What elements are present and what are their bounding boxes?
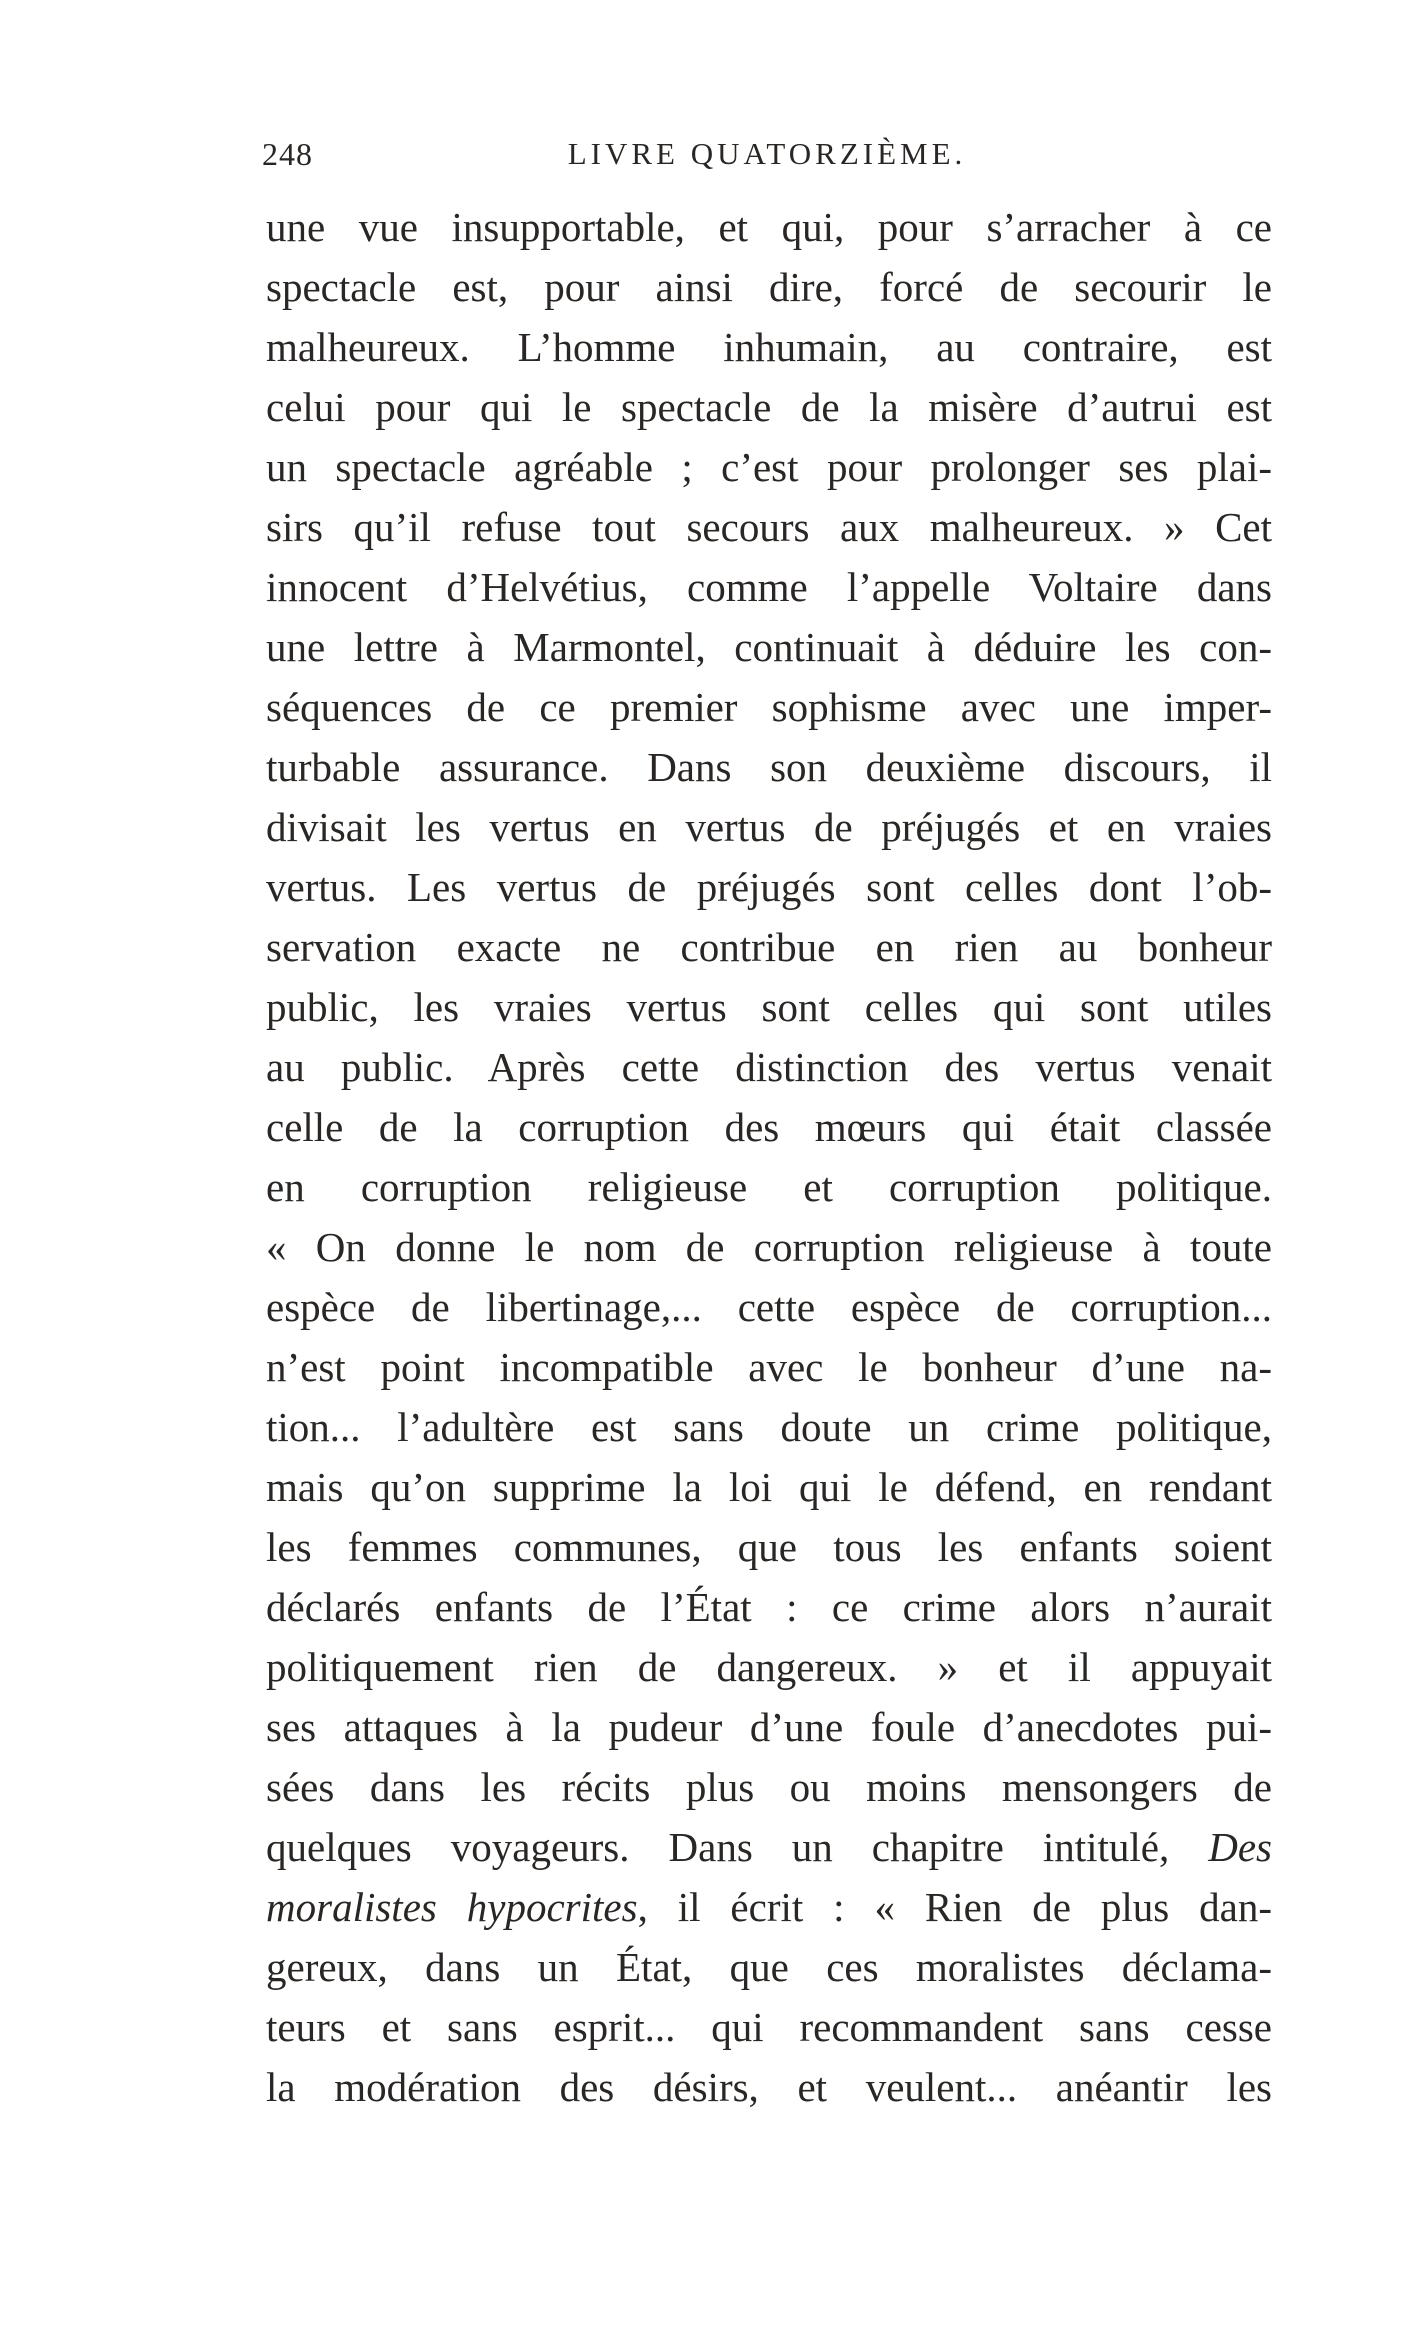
text-line: les femmes communes, que tous les enfants soient xyxy=(266,1524,1272,1570)
text-line: public, les vraies vertus sont celles qui sont utiles xyxy=(266,984,1272,1030)
text-line: « On donne le nom de corruption religieuse à toute xyxy=(266,1224,1272,1270)
body-text xyxy=(266,197,1272,2117)
text-line: au public. Après cette distinction des vertus venait xyxy=(266,1044,1272,1090)
text-line: divisait les vertus en vertus de préjugés et en vraies xyxy=(266,804,1272,850)
text-line: politiquement rien de dangereux. » et il appuyait xyxy=(266,1644,1272,1690)
text-line: séquences de ce premier sophisme avec une imper- xyxy=(266,684,1272,730)
text-line: tion... l’adultère est sans doute un crime politique, xyxy=(266,1404,1272,1450)
text-line: déclarés enfants de l’État : ce crime alors n’aurait xyxy=(266,1584,1272,1630)
italic-title-start: Des xyxy=(1208,1824,1272,1870)
text-line: sirs qu’il refuse tout secours aux malheureux. » Cet xyxy=(266,504,1272,550)
text-line: sées dans les récits plus ou moins mensongers de xyxy=(266,1764,1272,1810)
text-line-start: quelques voyageurs. Dans un chapitre intitulé, xyxy=(266,1824,1170,1870)
text-line: celui pour qui le spectacle de la misère d’autrui est xyxy=(266,384,1272,430)
text-line: une vue insupportable, et qui, pour s’arracher à ce xyxy=(266,204,1272,250)
text-line xyxy=(266,1817,1272,1877)
text-line: innocent d’Helvétius, comme l’appelle Voltaire dans xyxy=(266,564,1272,610)
text-line: une lettre à Marmontel, continuait à déduire les con- xyxy=(266,624,1272,670)
text-line: la modération des désirs, et veulent... anéantir les xyxy=(266,2064,1272,2110)
text-line: spectacle est, pour ainsi dire, forcé de secourir le xyxy=(266,264,1272,310)
text-line: ses attaques à la pudeur d’une foule d’anecdotes pui- xyxy=(266,1704,1272,1750)
text-line-end: , il écrit : « Rien de plus dan- xyxy=(637,1884,1272,1930)
running-head xyxy=(262,134,1272,174)
text-line: n’est point incompatible avec le bonheur d’une na- xyxy=(266,1344,1272,1390)
text-line: teurs et sans esprit... qui recommandent sans cesse xyxy=(266,2004,1272,2050)
text-line: gereux, dans un État, que ces moralistes déclama- xyxy=(266,1944,1272,1990)
page-number: 248 xyxy=(262,136,313,172)
text-line: un spectacle agréable ; c’est pour prolonger ses plai- xyxy=(266,444,1272,490)
text-line: espèce de libertinage,... cette espèce de corruption... xyxy=(266,1284,1272,1330)
text-line xyxy=(266,1877,1272,1937)
text-line: vertus. Les vertus de préjugés sont celles dont l’ob- xyxy=(266,864,1272,910)
running-title: LIVRE QUATORZIÈME. xyxy=(567,136,967,171)
italic-title-end: moralistes hypocrites xyxy=(266,1884,638,1930)
text-line: servation exacte ne contribue en rien au bonheur xyxy=(266,924,1272,970)
text-line: turbable assurance. Dans son deuxième discours, il xyxy=(266,744,1272,790)
text-line: mais qu’on supprime la loi qui le défend, en rendant xyxy=(266,1464,1272,1510)
text-line: celle de la corruption des mœurs qui était classée xyxy=(266,1104,1272,1150)
text-line: en corruption religieuse et corruption politique. xyxy=(266,1164,1272,1210)
text-line: malheureux. L’homme inhumain, au contraire, est xyxy=(266,324,1272,370)
